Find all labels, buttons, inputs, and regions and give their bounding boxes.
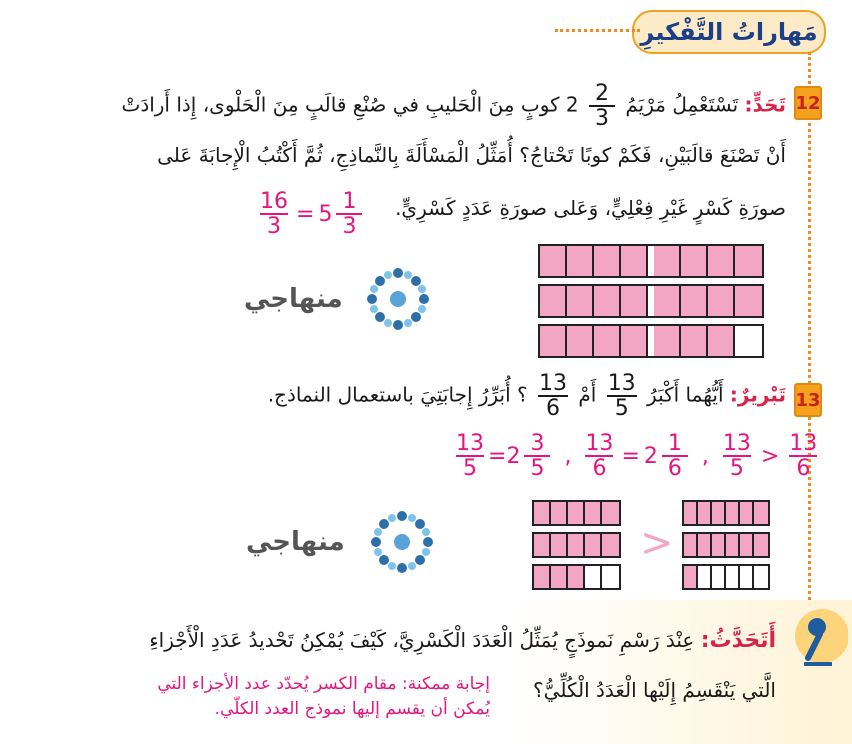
talk-answer-line1: إجابة ممكنة: مقام الكسر يُحدّد عدد الأجزاء التي xyxy=(157,674,490,694)
model-cell-filled xyxy=(621,286,648,316)
fraction-13-5-a xyxy=(456,432,484,480)
model-cell-empty xyxy=(698,566,712,588)
q12-text-b: 2 كوبٍ مِنَ الْحَليبِ في صُنْعِ قالَبٍ مِنَ الْحَلْوى، إِذا أَرادَتْ xyxy=(121,92,579,117)
model-cell-filled xyxy=(551,502,568,524)
model-cell-filled xyxy=(540,286,567,316)
model-cell-empty xyxy=(740,566,754,588)
model-cell-filled xyxy=(712,534,726,556)
q12-text-a: تَسْتَعْمِلُ مَرْيَمُ xyxy=(625,92,739,117)
numerator: 13 xyxy=(722,431,751,456)
model-cell-filled xyxy=(594,326,621,356)
model-cell-filled xyxy=(540,246,567,276)
comma: , xyxy=(564,443,572,469)
q13-or: أَمْ xyxy=(578,382,597,407)
model-cell-filled xyxy=(708,286,735,316)
model-cell-filled xyxy=(708,326,735,356)
numerator: 13 xyxy=(539,371,568,396)
header-dotted-line xyxy=(555,29,640,32)
section-title: مَهاراتُ التَّفْكيرِ xyxy=(632,10,826,54)
model-cell-filled xyxy=(551,566,568,588)
denominator: 3 xyxy=(342,214,357,240)
talk-line1 xyxy=(36,628,776,653)
model-cell-empty xyxy=(602,566,619,588)
model-row xyxy=(532,564,621,590)
model-cell-filled xyxy=(735,246,762,276)
model-cell-filled xyxy=(698,534,712,556)
q12-line1 xyxy=(46,82,786,130)
fraction-1-6 xyxy=(662,432,688,480)
greater-than-sign: > xyxy=(760,443,780,469)
model-cell-filled xyxy=(568,502,585,524)
model-cell-filled xyxy=(551,534,568,556)
fraction-13-6-a xyxy=(585,432,613,480)
talk-text-1: عِنْدَ رَسْمِ نَموذَجٍ يُمَثِّلُ الْعَدَدَ الْكَسْرِيَّ، كَيْفَ يُمْكِنُ تَحْديدُ عَدَدِ الْأَجْزاءِ xyxy=(149,628,695,652)
model-cell-filled xyxy=(594,286,621,316)
fraction-numerator: 2 xyxy=(595,81,609,106)
model-row xyxy=(538,244,764,278)
model-cell-filled xyxy=(684,502,698,524)
model-row xyxy=(532,532,621,558)
model-cell-empty xyxy=(754,566,768,588)
model-cell-filled xyxy=(654,326,681,356)
model-cell-filled xyxy=(684,566,698,588)
numerator: 1 xyxy=(667,431,682,456)
denominator: 5 xyxy=(614,396,629,422)
q13-compare-sign: > xyxy=(640,520,674,566)
fraction-13-5-b xyxy=(723,432,751,480)
model-cell-filled xyxy=(568,534,585,556)
numerator: 3 xyxy=(530,431,545,456)
model-row xyxy=(682,500,770,526)
model-cell-filled xyxy=(567,286,594,316)
denominator: 5 xyxy=(463,456,477,482)
model-row xyxy=(682,532,770,558)
comma: , xyxy=(701,443,709,469)
talk-answer xyxy=(150,672,490,722)
model-cell-filled xyxy=(684,534,698,556)
whole-number: 5 xyxy=(318,201,333,227)
model-cell-filled xyxy=(726,534,740,556)
microphone-icon xyxy=(792,606,848,672)
model-cell-empty xyxy=(585,566,602,588)
model-cell-empty xyxy=(735,326,762,356)
q12-label: تَحَدٍّ: xyxy=(744,92,786,117)
model-cell-filled xyxy=(654,246,681,276)
manhaji-logo-text: منهاجي xyxy=(246,527,345,557)
model-cell-filled xyxy=(740,502,754,524)
model-cell-filled xyxy=(534,566,551,588)
denominator: 5 xyxy=(729,456,744,482)
model-cell-filled xyxy=(712,502,726,524)
q12-fraction xyxy=(589,82,615,130)
model-cell-filled xyxy=(740,534,754,556)
model-cell-filled xyxy=(681,286,708,316)
q13-text-b: ؟ أُبَرِّرُ إِجابَتِيَ باستعمال النماذج. xyxy=(267,382,528,407)
fraction-13-6-b xyxy=(789,432,817,480)
model-row xyxy=(538,284,764,318)
numerator: 13 xyxy=(789,431,818,456)
model-cell-empty xyxy=(726,566,740,588)
model-cell-filled xyxy=(534,502,551,524)
model-row xyxy=(538,324,764,358)
model-cell-filled xyxy=(534,534,551,556)
fraction-denominator: 3 xyxy=(595,106,609,132)
model-cell-filled xyxy=(708,246,735,276)
q12-line3: صورَةِ كَسْرٍ غَيْرِ فِعْلِيٍّ، وَعَلى صورَةِ عَدَدٍ كَسْرِيٍّ. xyxy=(395,196,786,220)
denominator: 3 xyxy=(267,214,281,240)
model-cell-filled xyxy=(735,286,762,316)
model-cell-filled xyxy=(567,246,594,276)
model-cell-filled xyxy=(726,502,740,524)
model-cell-filled xyxy=(567,326,594,356)
q13-fraction-1 xyxy=(607,372,637,420)
model-cell-filled xyxy=(754,534,768,556)
talk-label: أَتَحَدَّثُ: xyxy=(700,628,776,653)
model-cell-filled xyxy=(585,502,602,524)
q12-model xyxy=(538,244,766,358)
answer-improper-fraction xyxy=(260,190,288,238)
denominator: 5 xyxy=(530,456,545,482)
manhaji-logo-text: منهاجي xyxy=(244,284,343,314)
model-cell-filled xyxy=(568,566,585,588)
numerator: 13 xyxy=(607,371,636,396)
model-cell-filled xyxy=(540,326,567,356)
model-cell-filled xyxy=(621,326,648,356)
manhaji-logo-2 xyxy=(242,505,442,579)
model-cell-empty xyxy=(712,566,726,588)
model-cell-filled xyxy=(681,326,708,356)
equals-sign: = xyxy=(621,443,640,469)
denominator: 6 xyxy=(796,456,811,482)
model-cell-filled xyxy=(585,534,602,556)
q13-line1 xyxy=(46,372,786,420)
numerator: 13 xyxy=(456,431,484,456)
denominator: 6 xyxy=(667,456,682,482)
talk-line2: الَّتي يَنْقَسِمُ إِلَيْها الْعَدَدُ الْكُلِّيُّ؟ xyxy=(533,678,776,702)
fraction-3-5 xyxy=(524,432,550,480)
equals-sign: = xyxy=(296,201,315,227)
q13-fraction-2 xyxy=(538,372,568,420)
q13-model-sixths xyxy=(682,500,770,590)
whole-number: 2 xyxy=(643,443,658,469)
model-cell-filled xyxy=(621,246,648,276)
side-dotted-line xyxy=(808,52,811,612)
numerator: 16 xyxy=(260,189,288,214)
q13-text-a: أَيُّهُما أَكْبَرُ xyxy=(647,382,724,407)
numerator: 1 xyxy=(342,189,357,214)
model-cell-filled xyxy=(681,246,708,276)
model-cell-filled xyxy=(602,502,619,524)
model-cell-filled xyxy=(698,502,712,524)
talk-answer-line2: يُمكن أن يقسم إليها نموذج العدد الكلّي. xyxy=(214,699,490,719)
q12-answer xyxy=(256,190,366,238)
model-cell-filled xyxy=(594,246,621,276)
manhaji-logo xyxy=(236,262,436,336)
model-row xyxy=(532,500,621,526)
numerator: 13 xyxy=(585,431,614,456)
model-cell-filled xyxy=(602,534,619,556)
denominator: 6 xyxy=(546,396,561,422)
q13-model-fifths xyxy=(532,500,621,590)
question-number-13: 13 xyxy=(794,383,822,417)
q12-line2: أَنْ تَصْنَعَ قالَبَيْنِ، فَكَمْ كوبًا تَحْتاجُ؟ أُمَثِّلُ الْمَسْأَلَةَ بِالنَّماذِجِ، ثُمَّ أَكْتُبُ الْإِجابَةَ عَلى xyxy=(157,143,786,167)
model-cell-filled xyxy=(754,502,768,524)
answer-mixed-fraction xyxy=(336,190,362,238)
denominator: 6 xyxy=(592,456,607,482)
q13-label: تَبْريرٌ: xyxy=(729,382,786,407)
model-row xyxy=(682,564,770,590)
model-cell-filled xyxy=(654,286,681,316)
q13-answer xyxy=(452,432,821,480)
whole-number: 2 xyxy=(506,443,521,469)
question-number-12: 12 xyxy=(794,86,822,120)
equals-sign: = xyxy=(488,443,507,469)
